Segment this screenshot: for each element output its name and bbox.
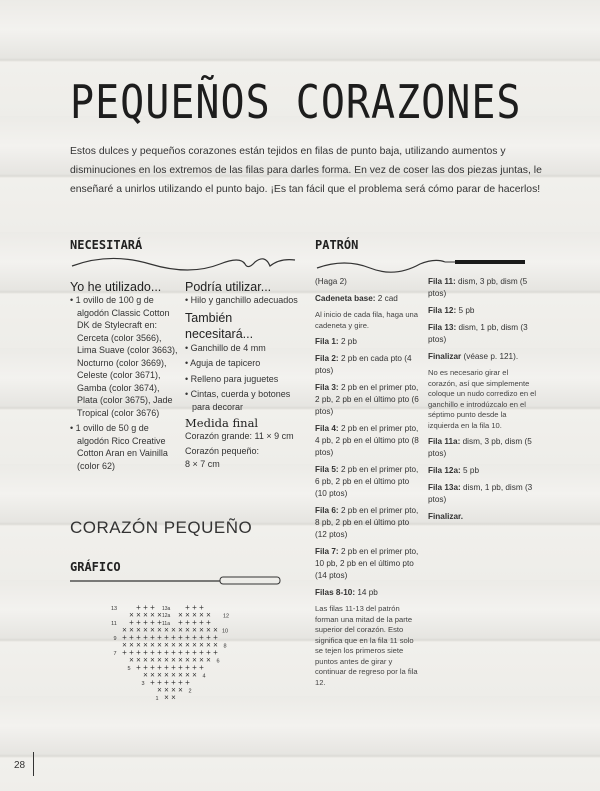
row-label: Fila 3: <box>315 383 339 392</box>
stitch-mark: × <box>157 685 162 695</box>
stitch-mark: + <box>213 648 218 657</box>
used-list <box>70 294 180 472</box>
row-label: Fila 12: <box>428 306 457 315</box>
stitch-mark: + <box>199 603 204 612</box>
row-label: Fila 4: <box>315 424 339 433</box>
stitch-mark: + <box>199 663 204 672</box>
row-label: Fila 7: <box>315 547 339 556</box>
row-label: Finalizar. <box>428 512 464 521</box>
pattern-column-1 <box>315 276 420 693</box>
row-number-label: 4 <box>202 673 206 680</box>
row-label: Cadeneta base: <box>315 294 376 303</box>
stitch-mark: + <box>192 648 197 657</box>
stitch-mark: + <box>136 603 141 612</box>
stitch-mark: × <box>206 610 211 620</box>
stitch-mark: + <box>122 648 127 657</box>
row-number-label: 8 <box>223 643 227 650</box>
stitch-mark: + <box>164 678 169 687</box>
stitch-mark: + <box>150 633 155 642</box>
stitch-mark: + <box>185 618 190 627</box>
stitch-mark: × <box>206 640 211 650</box>
stitch-mark: + <box>157 663 162 672</box>
stitch-mark: × <box>199 610 204 620</box>
stitch-mark: + <box>206 633 211 642</box>
stitch-mark: × <box>178 670 183 680</box>
row-number-label: 12a <box>162 613 171 619</box>
stitch-mark: + <box>171 678 176 687</box>
stitch-mark: + <box>136 633 141 642</box>
list-item: • 1 ovillo de 50 g de algodón Rico Creative Cotton Aran en Vainilla (color 62) <box>70 422 180 472</box>
size-big: Corazón grande: 11 × 9 cm <box>185 431 294 441</box>
pattern-row <box>428 276 538 300</box>
stitch-mark: + <box>213 633 218 642</box>
stitch-mark: × <box>164 670 169 680</box>
row-number-label: 6 <box>216 658 220 665</box>
stitch-mark: × <box>192 655 197 665</box>
row-text: 2 pb en el primer pto, 8 pb, 2 pb en el último pto (12 ptos) <box>315 506 419 539</box>
crochet-hook-icon <box>70 572 290 587</box>
stitch-mark: × <box>143 670 148 680</box>
stitch-mark: × <box>129 655 134 665</box>
pattern-column-2 <box>428 276 538 528</box>
row-number-label: 11 <box>111 621 117 627</box>
stitch-mark: × <box>178 625 183 635</box>
stitch-mark: + <box>143 618 148 627</box>
row-label: Fila 5: <box>315 465 339 474</box>
stitch-mark: + <box>178 633 183 642</box>
stitch-mark: + <box>178 663 183 672</box>
page-number: 28 <box>14 760 26 771</box>
stitch-mark: × <box>185 655 190 665</box>
stitch-mark: + <box>157 648 162 657</box>
stitch-mark: + <box>157 678 162 687</box>
page-number-divider <box>33 752 34 776</box>
pattern-row <box>428 482 538 506</box>
pattern-row <box>315 587 420 599</box>
row-text: dism, 3 pb, dism (5 ptos) <box>428 277 528 298</box>
also-list <box>185 342 305 414</box>
stitch-mark: × <box>178 640 183 650</box>
stitch-mark: × <box>164 685 169 695</box>
stitch-mark: × <box>206 655 211 665</box>
stitch-mark: + <box>150 648 155 657</box>
stitch-mark: + <box>150 678 155 687</box>
stitch-mark: + <box>178 648 183 657</box>
stitch-mark: + <box>157 633 162 642</box>
pattern-note: No es necesario girar el corazón, así que simplemente coloque un nudo corredizo en el ganchillo e introdúzcalo en el séptimo punto desde la izquierda en la fila 10. <box>428 368 537 430</box>
stitch-mark: × <box>171 693 176 702</box>
row-label: Fila 13: <box>428 323 457 332</box>
heart-stitch-chart <box>100 590 240 710</box>
stitch-mark: + <box>150 618 155 627</box>
pattern-row <box>428 465 538 477</box>
stitch-mark: + <box>136 663 141 672</box>
stitch-mark: × <box>171 670 176 680</box>
stitch-mark: × <box>150 625 155 635</box>
stitch-mark: × <box>185 625 190 635</box>
row-number-label: 11a <box>162 621 170 627</box>
pattern-row <box>315 423 420 459</box>
row-text: 5 pb <box>460 466 479 475</box>
stitch-mark: + <box>164 633 169 642</box>
stitch-mark: × <box>213 625 218 635</box>
stitch-mark: × <box>157 655 162 665</box>
stitch-mark: × <box>157 670 162 680</box>
page-title: PEQUEÑOS CORAZONES <box>70 76 522 130</box>
stitch-mark: + <box>136 648 141 657</box>
stitch-mark: × <box>157 610 162 620</box>
chart-heading: GRÁFICO <box>70 560 121 574</box>
stitch-mark: + <box>192 603 197 612</box>
stitch-mark: + <box>164 663 169 672</box>
row-text: 5 pb <box>456 306 475 315</box>
used-heading: Yo he utilizado... <box>70 280 162 294</box>
row-number-label: 13 <box>110 606 118 612</box>
stitch-mark: + <box>129 633 134 642</box>
stitch-mark: + <box>143 603 148 612</box>
stitch-mark: × <box>199 625 204 635</box>
stitch-mark: × <box>136 610 141 620</box>
stitch-mark: + <box>206 648 211 657</box>
row-number-label: 9 <box>113 636 117 642</box>
stitch-mark: × <box>171 640 176 650</box>
row-label: Fila 2: <box>315 354 339 363</box>
list-item: • Hilo y ganchillo adecuados <box>185 294 305 307</box>
row-text: 2 pb en cada pto (4 ptos) <box>315 354 412 375</box>
materials-heading: NECESITARÁ <box>70 238 143 252</box>
stitch-mark: + <box>136 618 141 627</box>
list-item: • Ganchillo de 4 mm <box>185 342 305 355</box>
stitch-mark: × <box>122 640 127 650</box>
pattern-row <box>315 505 420 541</box>
stitch-mark: × <box>129 625 134 635</box>
stitch-mark: × <box>136 625 141 635</box>
stitch-mark: × <box>164 693 169 702</box>
list-item: • 1 ovillo de 100 g de algodón Classic Cotton DK de Stylecraft en: Cerceta (color 3566), Lima Suave (color 3663), Nocturno (color 3669), Celeste (color 3671), Gamba (color 3674), Plata (color 3675), Jade Tropical (color 3676) <box>70 294 180 419</box>
pattern-row <box>315 464 420 500</box>
section-title: CORAZÓN PEQUEÑO <box>70 518 253 537</box>
stitch-mark: × <box>136 655 141 665</box>
stitch-mark: + <box>185 603 190 612</box>
stitch-mark: × <box>157 625 162 635</box>
stitch-mark: + <box>157 618 162 627</box>
materials-section <box>70 238 305 279</box>
yarn-hook-icon <box>315 252 555 274</box>
stitch-mark: × <box>129 640 134 650</box>
stitch-mark: + <box>122 633 127 642</box>
stitch-mark: × <box>178 655 183 665</box>
row-text: (Haga 2) <box>315 277 347 286</box>
pattern-row <box>428 351 538 363</box>
pattern-row <box>315 293 420 305</box>
stitch-mark: + <box>178 618 183 627</box>
stitch-mark: × <box>178 685 183 695</box>
row-text: 14 pb <box>355 588 378 597</box>
row-number-label: 10 <box>221 628 229 635</box>
list-item: • Aguja de tapicero <box>185 357 305 370</box>
pattern-row <box>428 305 538 317</box>
yarn-squiggle-icon <box>70 252 300 274</box>
stitch-mark: + <box>171 633 176 642</box>
stitch-mark: × <box>185 640 190 650</box>
row-text: dism, 1 pb, dism (3 ptos) <box>428 323 528 344</box>
stitch-mark: + <box>143 633 148 642</box>
also-heading: También necesitará... <box>185 310 254 341</box>
row-text: 2 pb en el primer pto, 10 pb, 2 pb en el último pto (14 ptos) <box>315 547 419 580</box>
row-text: 2 pb en el primer pto, 4 pb, 2 pb en el último pto (8 ptos) <box>315 424 419 457</box>
row-label: Fila 12a: <box>428 466 461 475</box>
stitch-mark: × <box>171 655 176 665</box>
row-text: 2 pb en el primer pto, 6 pb, 2 pb en el último pto (10 ptos) <box>315 465 419 498</box>
stitch-mark: + <box>185 663 190 672</box>
stitch-mark: + <box>143 663 148 672</box>
stitch-mark: × <box>143 640 148 650</box>
pattern-row <box>428 511 538 523</box>
stitch-mark: + <box>129 648 134 657</box>
stitch-mark: × <box>192 625 197 635</box>
row-text: 2 pb en el primer pto, 2 pb, 2 pb en el último pto (6 ptos) <box>315 383 419 416</box>
pattern-row <box>315 382 420 418</box>
row-text: dism, 3 pb, dism (5 ptos) <box>428 437 532 458</box>
stitch-mark: × <box>192 670 197 680</box>
stitch-mark: × <box>213 640 218 650</box>
row-text: 2 pb <box>338 337 357 346</box>
stitch-mark: + <box>178 678 183 687</box>
pattern-note: Las filas 11-13 del patrón forman una mitad de la parte superior del corazón. Esto significa que en la fila 11 solo se tejen los primeros siete puntos antes de girar y continuar de regreso por la fila 12. <box>315 604 418 687</box>
stitch-mark: + <box>150 663 155 672</box>
stitch-mark: × <box>164 640 169 650</box>
list-item: • Cintas, cuerda y botones para decorar <box>185 388 305 413</box>
row-label: Fila 13a: <box>428 483 461 492</box>
stitch-mark: × <box>164 625 169 635</box>
stitch-mark: + <box>171 663 176 672</box>
row-number-label: 3 <box>141 681 145 687</box>
stitch-mark: + <box>206 618 211 627</box>
stitch-mark: + <box>185 678 190 687</box>
row-text: (véase p. 121). <box>461 352 519 361</box>
row-label: Fila 11: <box>428 277 456 286</box>
could-list <box>185 294 305 307</box>
row-number-label: 5 <box>127 666 131 672</box>
stitch-mark: + <box>185 648 190 657</box>
stitch-mark: × <box>143 610 148 620</box>
row-number-label: 7 <box>113 651 117 657</box>
stitch-mark: + <box>150 603 155 612</box>
stitch-mark: + <box>185 633 190 642</box>
stitch-mark: × <box>122 625 127 635</box>
could-heading: Podría utilizar... <box>185 280 272 294</box>
stitch-mark: × <box>199 655 204 665</box>
list-item: • Relleno para juguetes <box>185 373 305 386</box>
pattern-row <box>315 546 420 582</box>
stitch-mark: × <box>178 610 183 620</box>
size-heading: Medida final <box>185 416 259 430</box>
intro-paragraph: Estos dulces y pequeños corazones están tejidos en filas de punto baja, utilizando aumentos y disminuciones en los extremos de las filas para darles forma. En vez de coser las dos piezas juntas, le enseñaré a unirlos utilizando el punto bajo. ¡Es tan fácil que el problema será cómo parar de hacerlos! <box>70 146 542 195</box>
pattern-note: Al inicio de cada fila, haga una cadeneta y gire. <box>315 310 419 330</box>
stitch-mark: + <box>192 663 197 672</box>
stitch-mark: × <box>185 610 190 620</box>
row-label: Finalizar <box>428 352 462 361</box>
stitch-mark: × <box>150 640 155 650</box>
stitch-mark: + <box>129 618 134 627</box>
size-small: Corazón pequeño: 8 × 7 cm <box>185 446 260 469</box>
row-label: Fila 6: <box>315 506 339 515</box>
pattern-row <box>428 436 538 460</box>
row-number-label: 1 <box>155 696 159 702</box>
stitch-mark: + <box>192 618 197 627</box>
pattern-heading: PATRÓN <box>315 238 359 252</box>
stitch-mark: × <box>129 610 134 620</box>
stitch-mark: × <box>199 640 204 650</box>
row-label: Filas 8-10: <box>315 588 356 597</box>
stitch-mark: × <box>192 610 197 620</box>
stitch-mark: × <box>150 610 155 620</box>
stitch-mark: × <box>143 655 148 665</box>
stitch-mark: × <box>136 640 141 650</box>
stitch-mark: × <box>164 655 169 665</box>
stitch-mark: × <box>157 640 162 650</box>
row-label: Fila 11a: <box>428 437 461 446</box>
pattern-row <box>315 336 420 348</box>
stitch-mark: × <box>206 625 211 635</box>
row-text: dism, 1 pb, dism (3 ptos) <box>428 483 533 504</box>
stitch-mark: + <box>192 633 197 642</box>
pattern-row <box>315 353 420 377</box>
stitch-mark: × <box>150 670 155 680</box>
stitch-mark: × <box>150 655 155 665</box>
stitch-mark: × <box>185 670 190 680</box>
stitch-mark: × <box>143 625 148 635</box>
row-number-label: 13a <box>162 606 171 612</box>
row-text: 2 cad <box>375 294 398 303</box>
stitch-mark: × <box>171 685 176 695</box>
row-number-label: 12 <box>222 613 230 620</box>
stitch-mark: + <box>164 648 169 657</box>
stitch-mark: × <box>171 625 176 635</box>
row-label: Fila 1: <box>315 337 339 346</box>
stitch-mark: + <box>199 648 204 657</box>
stitch-mark: + <box>171 648 176 657</box>
row-number-label: 2 <box>188 688 192 695</box>
stitch-mark: + <box>143 648 148 657</box>
stitch-mark: + <box>199 633 204 642</box>
pattern-row <box>428 322 538 346</box>
stitch-mark: + <box>199 618 204 627</box>
stitch-mark: × <box>192 640 197 650</box>
pattern-row <box>315 276 420 288</box>
pattern-section <box>315 238 555 279</box>
